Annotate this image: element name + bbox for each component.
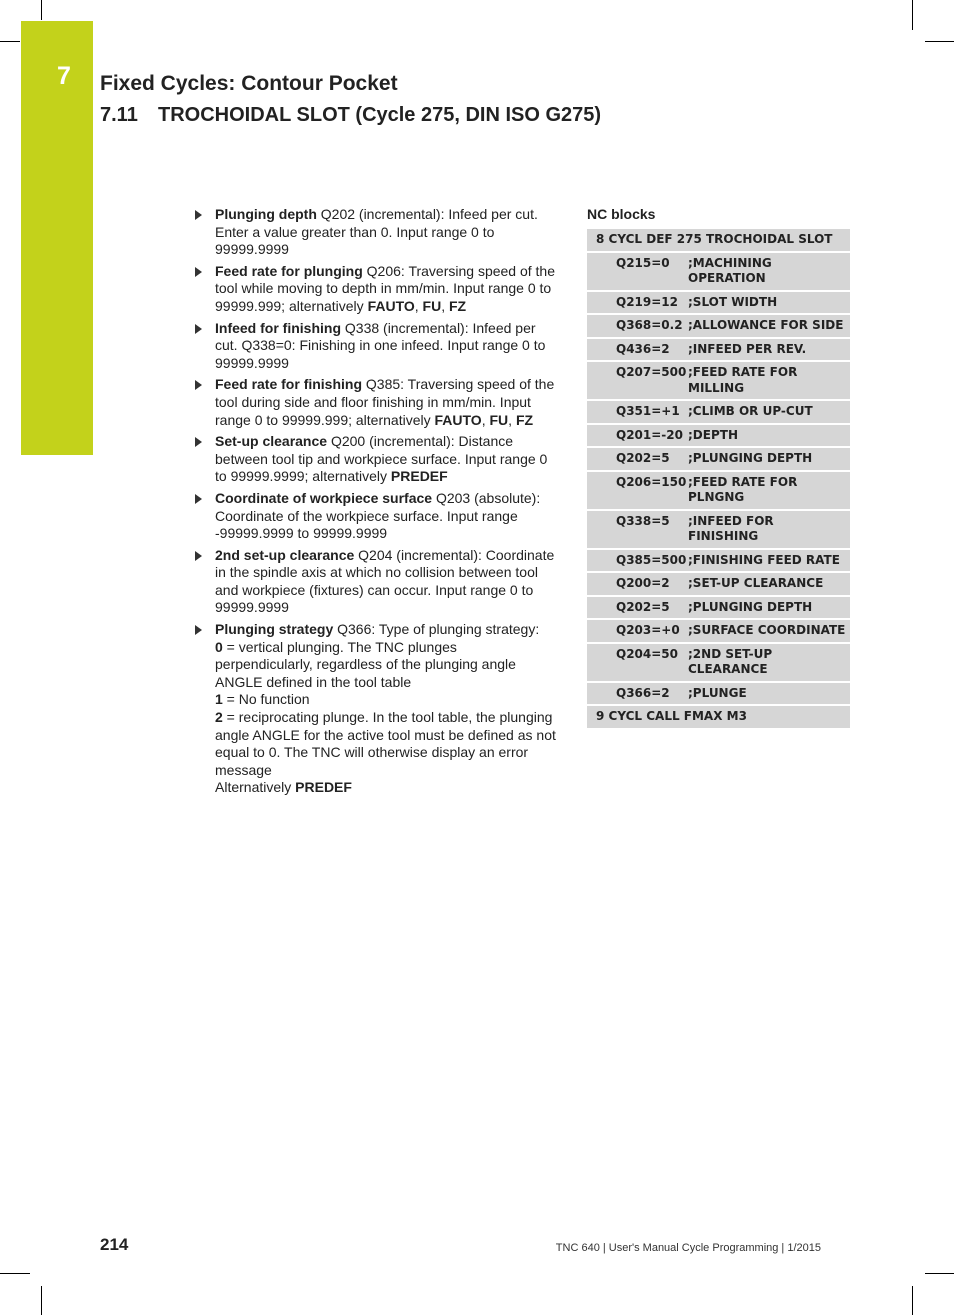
nc-row: Q215=0 ;MACHINING OPERATION [587,253,850,290]
triangle-bullet-icon [195,380,202,390]
crop-mark [912,0,913,30]
parameter-list [195,206,557,801]
triangle-bullet-icon [195,437,202,447]
nc-blocks-title: NC blocks [587,206,656,222]
crop-mark [41,1286,42,1315]
crop-mark [912,1286,913,1315]
param-item-strategy: Plunging strategy Q366: Type of plunging strategy: 0 = vertical plunging. The TNC plunges perpendicularly, regardless of the plunging angle ANGLE defined in the tool table 1 = No function 2 = reciprocating plunge. In the tool table, the plunging angle ANGLE for the active tool must be defined as not equal to 0. The TNC will otherwise display an error message Alternatively PREDEF [195,621,557,797]
nc-row: Q368=0.2 ;ALLOWANCE FOR SIDE [587,315,850,337]
triangle-bullet-icon [195,210,202,220]
nc-row: Q203=+0 ;SURFACE COORDINATE [587,620,850,642]
page-number: 214 [100,1235,129,1254]
chapter-number: 7 [57,62,71,90]
param-item: Coordinate of workpiece surface Q203 (absolute): Coordinate of the workpiece surface. Input range -99999.9999 to 99999.9999 [195,490,557,543]
nc-row: Q202=5 ;PLUNGING DEPTH [587,448,850,470]
crop-mark [0,41,20,42]
nc-row: Q206=150 ;FEED RATE FOR PLNGNG [587,472,850,509]
triangle-bullet-icon [195,324,202,334]
nc-row: Q366=2 ;PLUNGE [587,683,850,705]
param-item: 2nd set-up clearance Q204 (incremental): Coordinate in the spindle axis at which no collision between tool and workpiece (fixtures) can occur. Input range 0 to 99999.9999 [195,547,557,617]
triangle-bullet-icon [195,494,202,504]
param-item: Set-up clearance Q200 (incremental): Distance between tool tip and workpiece surface. Input range 0 to 99999.9999; alternatively PREDEF [195,433,557,486]
param-item: Feed rate for plunging Q206: Traversing speed of the tool while moving to depth in mm/min. Input range 0 to 99999.999; alternatively FAUTO, FU, FZ [195,263,557,316]
param-item: Infeed for finishing Q338 (incremental): Infeed per cut. Q338=0: Finishing in one infeed. Input range 0 to 99999.9999 [195,320,557,373]
crop-mark [925,41,954,42]
nc-row: Q385=500 ;FINISHING FEED RATE [587,550,850,572]
param-item: Plunging depth Q202 (incremental): Infeed per cut. Enter a value greater than 0. Input range 0 to 99999.9999 [195,206,557,259]
nc-row: Q201=-20 ;DEPTH [587,425,850,447]
nc-row: Q219=12 ;SLOT WIDTH [587,292,850,314]
crop-mark [0,1273,30,1274]
nc-row: Q436=2 ;INFEED PER REV. [587,339,850,361]
nc-row: Q204=50 ;2ND SET-UP CLEARANCE [587,644,850,681]
section-title-text: TROCHOIDAL SLOT (Cycle 275, DIN ISO G275) [158,104,602,126]
nc-blocks-table [587,229,850,730]
section-number: 7.11 [100,104,138,126]
param-item: Feed rate for finishing Q385: Traversing speed of the tool during side and floor finishing in mm/min. Input range 0 to 99999.999; alternatively FAUTO, FU, FZ [195,376,557,429]
section-title [100,104,601,127]
footer-text: TNC 640 | User's Manual Cycle Programming | 1/2015 [555,1242,821,1254]
crop-mark [41,0,42,20]
nc-row: Q338=5 ;INFEED FOR FINISHING [587,511,850,548]
nc-row: Q207=500 ;FEED RATE FOR MILLING [587,362,850,399]
triangle-bullet-icon [195,625,202,635]
nc-head-row: 8 CYCL DEF 275 TROCHOIDAL SLOT [587,229,850,251]
nc-row: Q202=5 ;PLUNGING DEPTH [587,597,850,619]
crop-mark [925,1273,954,1274]
triangle-bullet-icon [195,267,202,277]
chapter-title: Fixed Cycles: Contour Pocket [100,72,398,95]
triangle-bullet-icon [195,551,202,561]
nc-row: Q351=+1 ;CLIMB OR UP-CUT [587,401,850,423]
nc-row: Q200=2 ;SET-UP CLEARANCE [587,573,850,595]
nc-tail-row: 9 CYCL CALL FMAX M3 [587,706,850,728]
